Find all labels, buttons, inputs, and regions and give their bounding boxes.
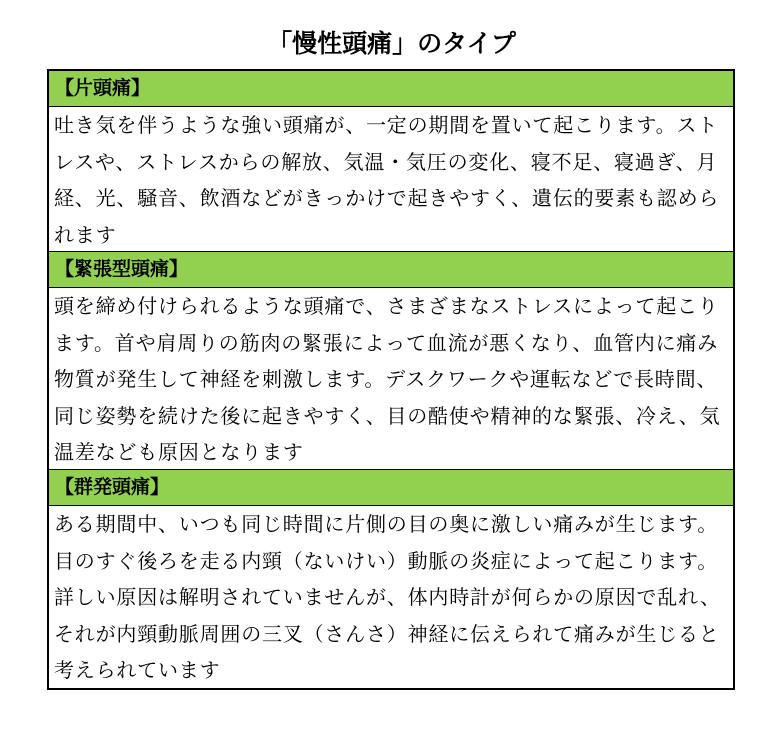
section-heading-cluster: 【群発頭痛】 — [49, 470, 733, 506]
headache-types-table — [47, 69, 735, 690]
section-migraine — [49, 71, 733, 252]
section-text-migraine: 吐き気を伴うような強い頭痛が、一定の期間を置いて起こります。ストレスや、ストレスからの解放、気温・気圧の変化、寝不足、寝過ぎ、月経、光、騒音、飲酒などがきっかけで起きやすく、遺伝的要素も認められます — [49, 107, 733, 252]
section-heading-migraine: 【片頭痛】 — [49, 71, 733, 107]
section-text-tension-type: 頭を締め付けられるような頭痛で、さまざまなストレスによって起こります。首や肩周りの筋肉の緊張によって血流が悪くなり、血管内に痛み物質が発生して神経を刺激します。デスクワークや運転などで長時間、同じ姿勢を続けた後に起きやすく、目の酷使や精神的な緊張、冷え、気温差なども原因となります — [49, 288, 733, 470]
page-title: 「慢性頭痛」のタイプ — [267, 29, 516, 58]
section-text-cluster: ある期間中、いつも同じ時間に片側の目の奥に激しい痛みが生じます。目のすぐ後ろを走る内頸（ないけい）動脈の炎症によって起こります。詳しい原因は解明されていませんが、体内時計が何らかの原因で乱れ、それが内頸動脈周囲の三叉（さんさ）神経に伝えられて痛みが生じると考えられています — [54, 512, 721, 682]
section-heading-tension-type: 【緊張型頭痛】 — [49, 252, 733, 288]
section-tension-type — [49, 252, 733, 470]
section-cluster — [49, 470, 733, 688]
